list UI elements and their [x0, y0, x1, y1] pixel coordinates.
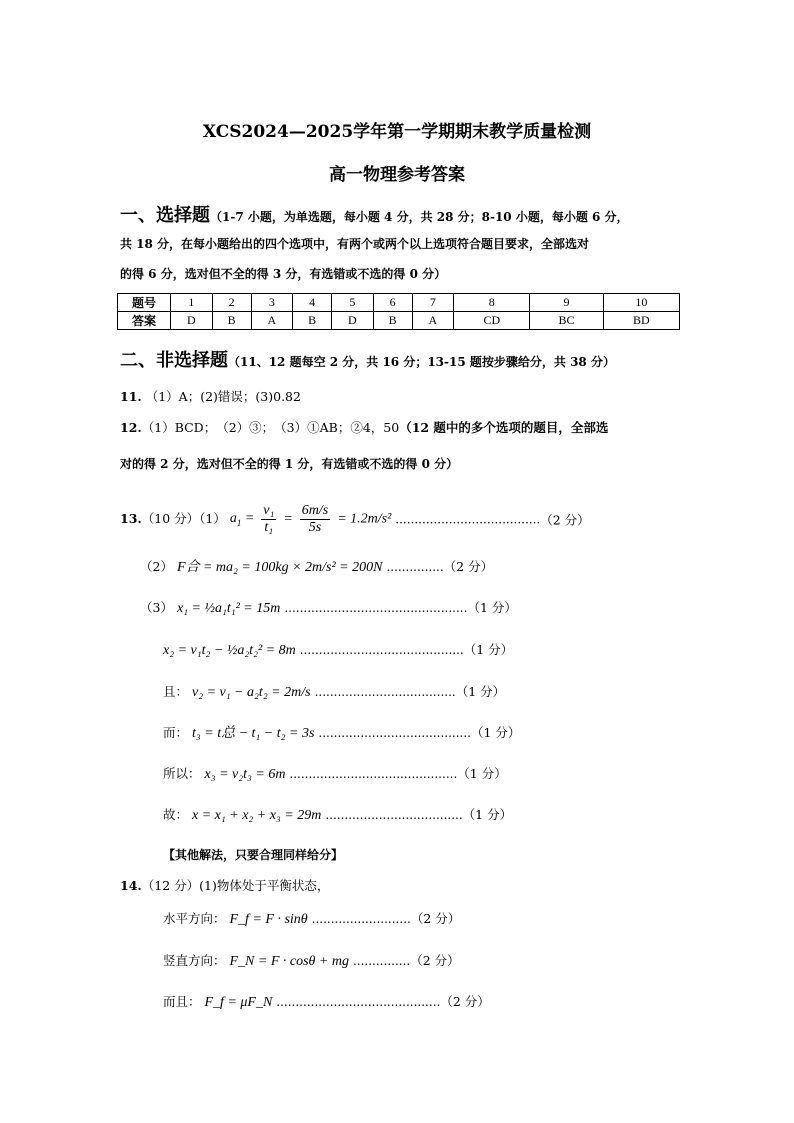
answer-table — [117, 293, 680, 330]
frac-num: v₁ — [263, 503, 275, 518]
question-cell: 3 — [251, 294, 293, 312]
answer-cell: B — [212, 312, 251, 330]
score-label: （2 分） — [440, 994, 490, 1009]
q14-h-eq: F_f = F · sinθ — [229, 912, 308, 927]
q13-p3-x: x = x₁ + x₂ + x₃ = 29m — [192, 808, 322, 823]
answer-cell: A — [251, 312, 293, 330]
q11 — [120, 387, 301, 405]
section1-desc3: 的得 6 分，选对但不全的得 3 分，有选错或不选的得 0 分） — [120, 267, 447, 281]
q13-p3-v2: v₂ = v₁ − a₂t₂ = 2m/s — [192, 685, 311, 700]
q13-part3-x1: （3） x₁ = ½a₁t₁² = 15m ................................................（1 分） — [140, 600, 517, 616]
q14-horizontal: 水平方向： F_f = F · sinθ ..........................（2 分） — [163, 911, 461, 927]
row-header-question: 题号 — [118, 294, 171, 312]
question-cell: 9 — [530, 294, 603, 312]
q13-p3-v2-label: 且： — [163, 684, 189, 699]
score-label: （2 分） — [540, 512, 590, 528]
q13-part2: （2） F合 = ma₂ = 100kg × 2m/s² = 200N ...............（2 分） — [140, 559, 494, 575]
question-cell: 7 — [412, 294, 454, 312]
frac-num: 6m/s — [301, 503, 329, 518]
question-cell: 5 — [332, 294, 374, 312]
q13-p3-x1: x₁ = ½a₁t₁² = 15m — [176, 601, 281, 616]
question-cell: 2 — [212, 294, 251, 312]
answer-cell: D — [171, 312, 213, 330]
question-cell: 4 — [293, 294, 332, 312]
score-label: （1 分） — [463, 642, 514, 657]
answer-cell: B — [293, 312, 332, 330]
fraction-values — [300, 503, 330, 536]
q14 — [120, 876, 329, 894]
section1-line1 — [120, 201, 629, 227]
score-label: （1 分） — [455, 684, 506, 699]
q13-p3-x-label: 故： — [163, 807, 189, 822]
question-cell: 8 — [454, 294, 530, 312]
section2-line — [120, 346, 615, 372]
q14-intro: （12 分）(1)物体处于平衡状态， — [141, 878, 330, 893]
q13-part3-x: 故： x = x₁ + x₂ + x₃ = 29m ....................................（1 分） — [163, 807, 513, 823]
q13-p3-label: （3） — [140, 600, 173, 615]
page-title: XCS2024—2025学年第一学期期末教学质量检测 — [202, 122, 592, 142]
answer-cell: BD — [603, 312, 679, 330]
q11-text: （1）A；(2)错误；(3)0.82 — [145, 389, 301, 404]
page-subtitle: 高一物理参考答案 — [329, 165, 465, 185]
q14-v-label: 竖直方向： — [163, 953, 226, 968]
answer-cell: CD — [454, 312, 530, 330]
q13-p2-eq: F合 = ma₂ = 100kg × 2m/s² = 200N — [176, 560, 383, 575]
section1-desc2: 共 18 分，在每小题给出的四个选项中，有两个或两个以上选项符合题目要求，全部选对 — [120, 237, 590, 251]
score-label: （1 分） — [470, 725, 521, 740]
question-cell: 1 — [171, 294, 213, 312]
q14-vertical: 竖直方向： F_N = F · cosθ + mg ...............（2 分） — [163, 953, 460, 969]
q13-part3-t3: 而： t₃ = t总 − t₁ − t₂ = 3s ........................................（1 分） — [163, 725, 521, 741]
table-row-answers — [118, 312, 680, 330]
answer-cell: B — [373, 312, 412, 330]
q13-part3-x2: x₂ = v₁t₂ − ½a₂t₂² = 8m ...........................................（1 分） — [163, 642, 514, 658]
score-label: （1 分） — [467, 600, 517, 615]
q13-p1-result: = 1.2m/s² — [337, 511, 392, 527]
q13-part1: 13.（10 分）（1） $a_1$ = $\frac{\text{v₁}}{\text{t₁}}$ = $\frac{6m/s}{5s}$ = 1.2m/s² ......................................（2 分） — [120, 503, 590, 535]
q13-p3-x2: x₂ = v₁t₂ − ½a₂t₂² = 8m — [163, 643, 296, 658]
section1-desc1: （1-7 小题，为单选题，每小题 4 分，共 28 分；8-10 小题，每小题 6 分， — [210, 210, 629, 224]
frac-den: t₁ — [264, 520, 274, 535]
q13-number: 13. — [120, 511, 142, 526]
q13-p3-t3-label: 而： — [163, 725, 189, 740]
q13-part3-x3: 所以： x₃ = v₂t₃ = 6m ............................................（1 分） — [163, 766, 507, 782]
question-cell: 6 — [373, 294, 412, 312]
score-label: （2 分） — [410, 953, 460, 968]
q13-p3-x3: x₃ = v₂t₃ = 6m — [204, 767, 286, 782]
answer-cell: BC — [530, 312, 603, 330]
q12 — [120, 418, 608, 436]
row-header-answer: 答案 — [118, 312, 171, 330]
score-label: （1 分） — [457, 766, 507, 781]
score-label: （1 分） — [462, 807, 513, 822]
q13-points: （10 分）（1） — [141, 511, 226, 526]
q13-part3-v2: 且： v₂ = v₁ − a₂t₂ = 2m/s .....................................（1 分） — [163, 684, 506, 700]
answer-cell: D — [332, 312, 374, 330]
q14-number: 14. — [120, 878, 142, 893]
q14-v-eq: F_N = F · cosθ + mg — [229, 954, 349, 969]
q12-note2: 对的得 2 分，选对但不全的得 1 分，有选错或不选的得 0 分） — [120, 457, 459, 471]
table-row-questions — [118, 294, 680, 312]
q13-other-methods: 【其他解法，只要合理同样给分】 — [163, 848, 344, 862]
q12-text: （1）BCD； （2）③； （3）①AB；②4，50 — [141, 420, 400, 435]
question-cell: 10 — [603, 294, 679, 312]
q12-note1: （12 题中的多个选项的题目，全部选 — [399, 420, 609, 435]
q13-p3-x3-label: 所以： — [163, 766, 201, 781]
fraction-v1-t1 — [261, 503, 276, 536]
section2-heading: 二、非选择题 — [120, 350, 228, 371]
answer-cell: A — [412, 312, 454, 330]
q14-friction: 而且： F_f = μF_N ...........................................（2 分） — [163, 994, 490, 1010]
q13-p2-label: （2） — [140, 559, 173, 574]
q12-number: 12. — [120, 420, 142, 435]
q13-p3-t3: t₃ = t总 − t₁ − t₂ = 3s — [192, 726, 315, 741]
q14-f-label: 而且： — [163, 994, 201, 1009]
score-label: （2 分） — [410, 911, 461, 926]
section2-desc: （11、12 题每空 2 分，共 16 分；13-15 题按步骤给分，共 38 分） — [228, 355, 615, 369]
q11-number: 11. — [120, 389, 142, 404]
q14-h-label: 水平方向： — [163, 911, 226, 926]
score-label: （2 分） — [443, 559, 494, 574]
q14-f-eq: F_f = μF_N — [204, 995, 273, 1010]
frac-den: 5s — [308, 520, 322, 535]
section1-heading: 一、选择题 — [120, 205, 210, 226]
